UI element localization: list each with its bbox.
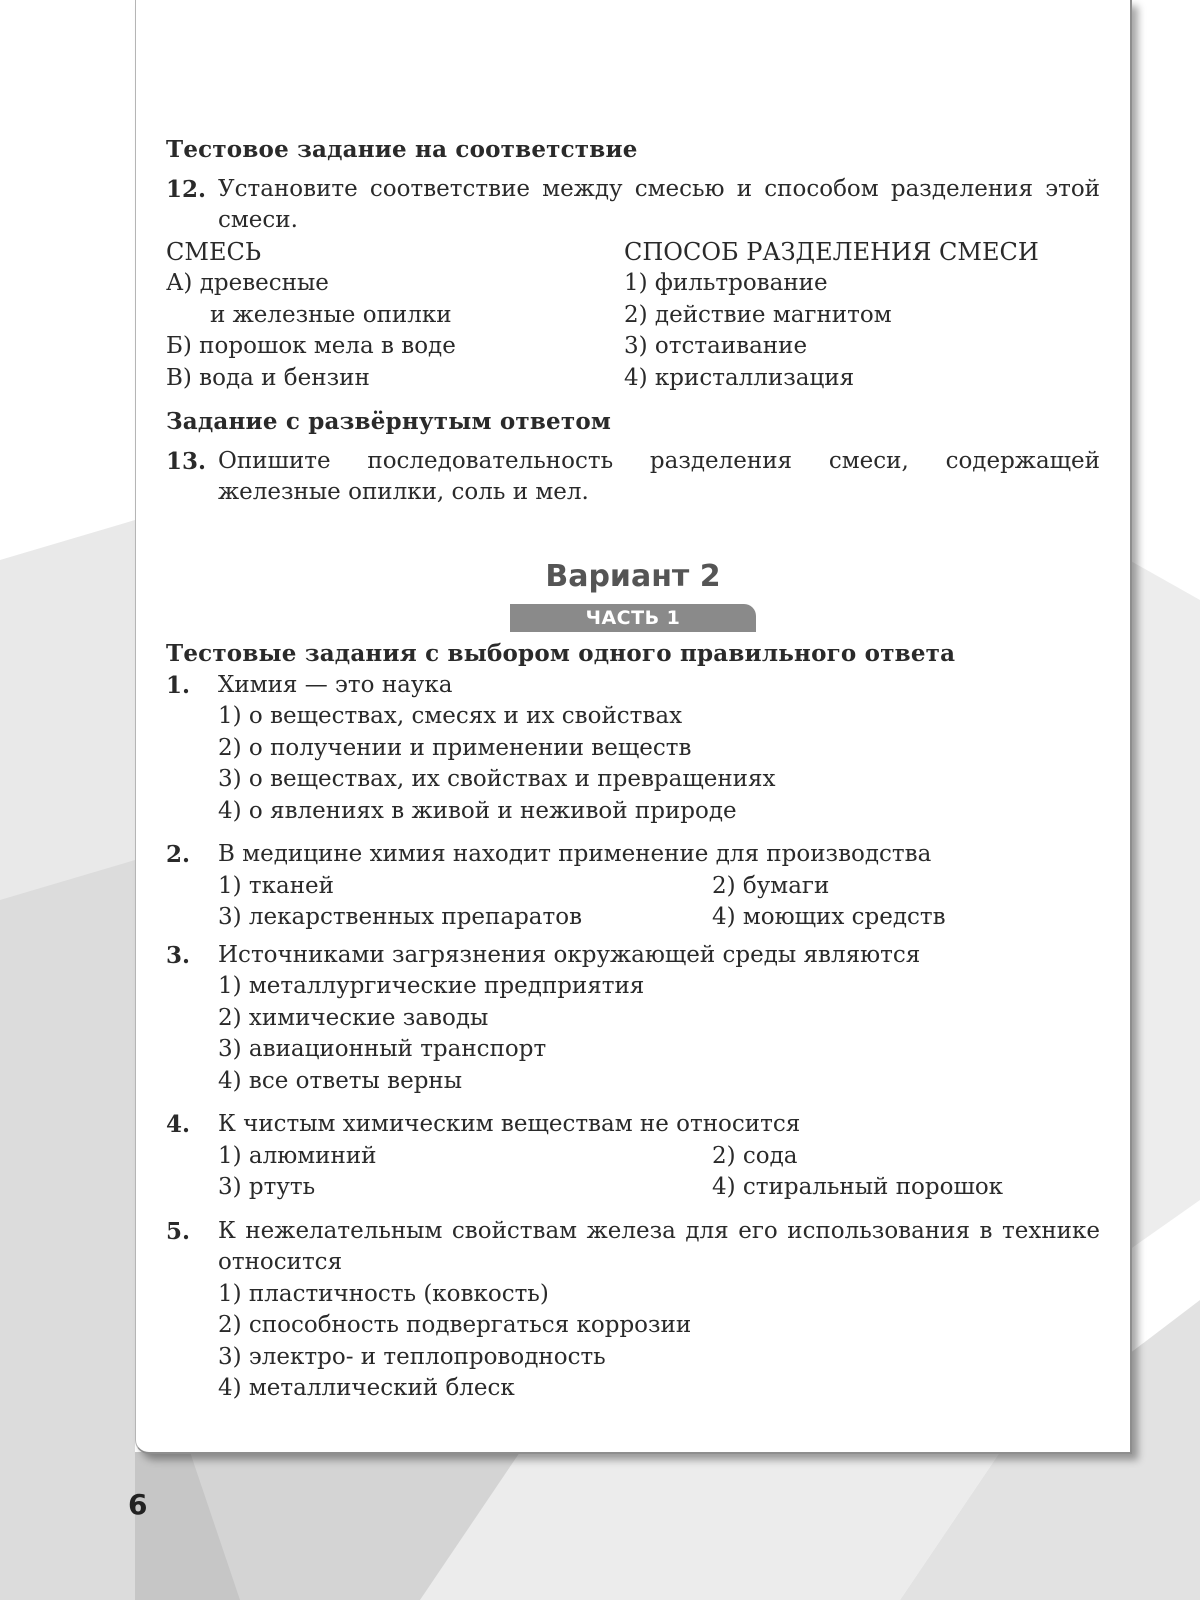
question-text: Установите соответствие между смесью и способом разделения этой смеси.: [218, 175, 1100, 233]
page-content: [166, 0, 1100, 1405]
part-label-wrap: [166, 604, 1100, 632]
answer-option: 1) алюминий: [218, 1142, 377, 1169]
mixture-column: [166, 237, 624, 395]
section-heading-open: Задание с развёрнутым ответом: [166, 408, 612, 435]
question-number: 12.: [166, 175, 207, 203]
answer-option: 1) о веществах, смесях и их свойствах: [218, 703, 683, 729]
answer-option: 2) химические заводы: [218, 1004, 489, 1031]
section-heading-matching: Тестовое задание на соответствие: [166, 136, 638, 163]
answer-option: 4) моющих средств: [712, 904, 946, 930]
options-row: [166, 1141, 1100, 1173]
answer-option: 1) пластичность (ковкость): [218, 1280, 549, 1307]
question-number: 1.: [166, 671, 191, 699]
answer-option: 4) металлический блеск: [218, 1375, 515, 1401]
answer-option: 4) стиральный порошок: [712, 1174, 1004, 1200]
answer-option: 3) электро- и теплопроводность: [218, 1343, 606, 1370]
method-item: 2) действие магнитом: [624, 301, 892, 328]
mixture-item: и железные опилки: [210, 301, 452, 328]
options-row: [166, 871, 1100, 903]
question-13: [166, 446, 1100, 509]
question-text: К чистым химическим веществам не относится: [218, 1111, 801, 1137]
answer-option: 2) сода: [712, 1142, 798, 1169]
answer-option: 2) способность подвергаться коррозии: [218, 1312, 692, 1338]
mixture-item: В) вода и бензин: [166, 364, 370, 391]
question-2: [166, 839, 1100, 871]
answer-option: 3) о веществах, их свойствах и превращениях: [218, 766, 776, 792]
page-number: 6: [128, 1488, 148, 1521]
answer-option: 3) авиационный транспорт: [218, 1036, 547, 1062]
mixture-item: Б) порошок мела в воде: [166, 333, 456, 359]
options-row: [166, 1172, 1100, 1204]
question-1: [166, 670, 1100, 702]
question-number: 2.: [166, 841, 191, 868]
question-text: Химия — это наука: [218, 671, 453, 698]
question-text: В медицине химия находит применение для производства: [218, 841, 932, 867]
mixture-item: А) древесные: [166, 270, 329, 296]
question-text: К нежелательным свойствам железа для его использования в технике относится: [218, 1217, 1100, 1275]
method-column: [624, 237, 1100, 395]
answer-option: 4) все ответы верны: [218, 1067, 463, 1094]
question-text: Источниками загрязнения окружающей среды являются: [218, 941, 921, 968]
question-number: 5.: [166, 1217, 191, 1245]
answer-option: 2) бумаги: [712, 872, 830, 899]
question-text: Опишите последовательность разделения смеси, содержащей железные опилки, соль и мел.: [218, 447, 1100, 505]
answer-option: 3) ртуть: [218, 1174, 316, 1200]
question-5: [166, 1216, 1100, 1279]
answer-option: 1) металлургические предприятия: [218, 973, 645, 999]
question-3: [166, 940, 1100, 972]
method-item: 3) отстаивание: [624, 333, 808, 359]
answer-option: 3) лекарственных препаратов: [218, 904, 583, 930]
question-number: 13.: [166, 447, 207, 475]
answer-option: 1) тканей: [218, 872, 334, 899]
question-4: [166, 1109, 1100, 1141]
method-header: СПОСОБ РАЗДЕЛЕНИЯ СМЕСИ: [624, 237, 1039, 266]
method-item: 4) кристаллизация: [624, 364, 855, 391]
options-row: [166, 902, 1100, 934]
question-number: 4.: [166, 1111, 191, 1138]
answer-option: 2) о получении и применении веществ: [218, 734, 692, 761]
answer-option: 4) о явлениях в живой и неживой природе: [218, 797, 737, 824]
matching-table: [166, 237, 1100, 395]
variant-title: Вариант 2: [545, 558, 721, 594]
question-number: 3.: [166, 941, 191, 969]
section-heading-choice: Тестовые задания с выбором одного правильного ответа: [166, 640, 956, 667]
mixture-header: СМЕСЬ: [166, 237, 261, 266]
question-12: [166, 174, 1100, 237]
part-label: ЧАСТЬ 1: [510, 604, 756, 632]
method-item: 1) фильтрование: [624, 270, 828, 296]
